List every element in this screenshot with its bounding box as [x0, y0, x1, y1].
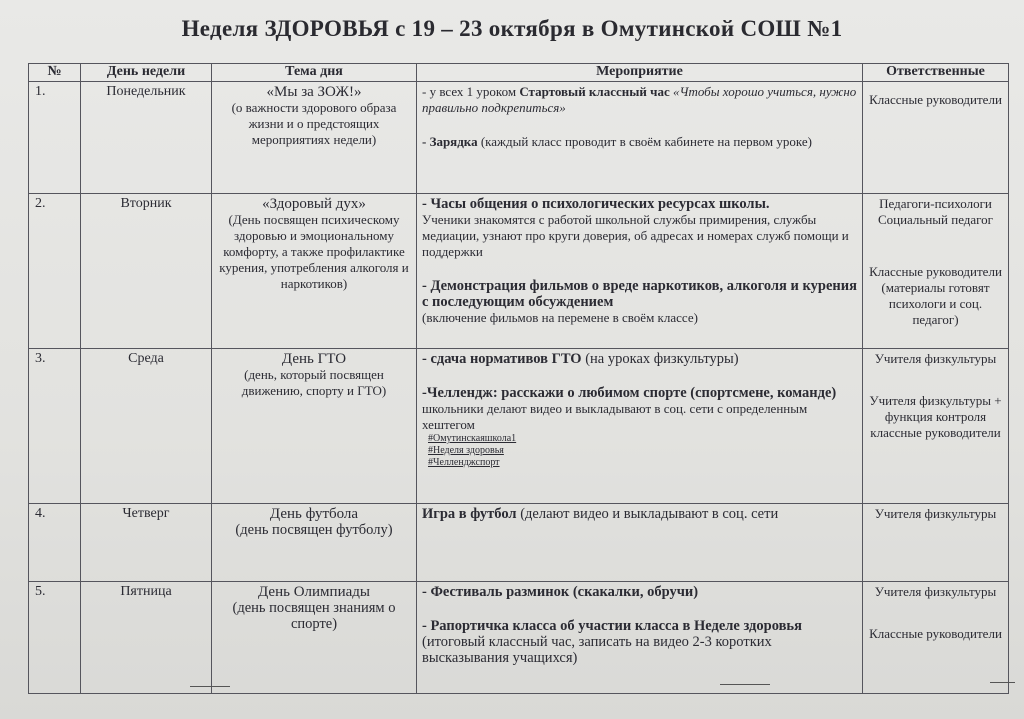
topic-title: День футбола [269, 506, 359, 522]
row-topic [212, 582, 417, 694]
responsible-text: Классные руководители [869, 92, 1002, 107]
row-event [417, 82, 863, 194]
event-title: - Часы общения о психологических ресурсах школы. [422, 196, 770, 212]
event-text: (включение фильмов на перемене в своём классе) [422, 310, 698, 325]
row-responsible [863, 194, 1009, 349]
table-row [29, 349, 1009, 504]
row-topic [212, 349, 417, 504]
topic-description: (день посвящен знаниям о спорте) [232, 600, 396, 632]
row-day: Вторник [81, 194, 212, 349]
pen-mark [190, 686, 230, 687]
hashtag: #Челленджспорт [428, 457, 500, 468]
header-responsible: Ответственные [863, 64, 1009, 82]
row-number: 2. [29, 194, 81, 349]
table-row [29, 82, 1009, 194]
row-responsible [863, 582, 1009, 694]
event-text: (каждый класс проводит в своём кабинете на первом уроке) [477, 134, 812, 149]
row-day: Понедельник [81, 82, 212, 194]
topic-title: «Мы за ЗОЖ!» [266, 84, 362, 100]
topic-title: День ГТО [281, 351, 347, 367]
topic-description: (о важности здорового образа жизни и о предстоящих мероприятиях недели) [231, 100, 397, 147]
hashtag: #Неделя здоровья [428, 445, 504, 456]
event-title: -Челлендж: расскажи о любимом спорте (спортсмене, команде) [422, 385, 837, 401]
row-event [417, 582, 863, 694]
row-topic [212, 82, 417, 194]
row-number: 1. [29, 82, 81, 194]
event-title: - Демонстрация фильмов о вреде наркотиков, алкоголя и курения с последующим обсуждением [422, 278, 857, 310]
responsible-text: Учителя физкультуры [874, 584, 997, 599]
responsible-text: Педагоги-психологи [879, 196, 992, 211]
pen-mark [720, 684, 770, 685]
row-number: 4. [29, 504, 81, 582]
row-day: Пятница [81, 582, 212, 694]
event-text: Ученики знакомятся с работой школьной службы примирения, службы медиации, узнают про круги доверия, об адресах и номерах служб помощи и поддержки [422, 212, 849, 259]
event-title: - Рапортичка класса об участии класса в Неделе здоровья [422, 618, 802, 634]
row-day: Среда [81, 349, 212, 504]
row-topic [212, 194, 417, 349]
page-title: Неделя ЗДОРОВЬЯ с 19 – 23 октября в Омутинской СОШ №1 [181, 16, 843, 41]
row-topic [212, 504, 417, 582]
topic-description: (день, который посвящен движению, спорту и ГТО) [241, 367, 387, 398]
responsible-text: Классные руководители [869, 264, 1002, 279]
pen-mark [990, 682, 1015, 683]
row-responsible [863, 504, 1009, 582]
event-text: школьники делают видео и выкладывают в соц. сети с определенным хештегом [422, 401, 808, 432]
event-title: - Фестиваль разминок (скакалки, обручи) [422, 584, 699, 600]
topic-description: (День посвящен психическому здоровью и эмоциональному комфорту, а также профилактике курения, употребления алкоголя и наркотиков) [219, 212, 409, 291]
header-number: № [29, 64, 81, 82]
header-topic: Тема дня [212, 64, 417, 82]
responsible-text: Учителя физкультуры [874, 506, 997, 521]
event-title: Стартовый классный час [519, 84, 673, 99]
row-event [417, 194, 863, 349]
row-day: Четверг [81, 504, 212, 582]
responsible-text: Социальный педагог [877, 212, 994, 227]
responsible-text: Учителя физкультуры + функция контроля классные руководители [869, 393, 1002, 440]
event-text: (делают видео и выкладывают в соц. сети [516, 506, 779, 522]
row-responsible [863, 82, 1009, 194]
table-row [29, 504, 1009, 582]
row-number: 5. [29, 582, 81, 694]
topic-title: День Олимпиады [258, 584, 370, 600]
responsible-note: (материалы готовят психологи и соц. педагог) [881, 280, 990, 327]
event-text: (на уроках физкультуры) [581, 351, 739, 367]
row-event [417, 349, 863, 504]
row-number: 3. [29, 349, 81, 504]
event-text: - у всех 1 уроком [422, 84, 520, 99]
event-quote: «Чтобы хорошо учиться, нужно правильно подкрепиться» [422, 84, 857, 115]
header-day: День недели [81, 64, 212, 82]
schedule-table [28, 63, 1009, 694]
header-event: Мероприятие [417, 64, 863, 82]
responsible-text: Учителя физкультуры [874, 351, 997, 366]
table-row [29, 582, 1009, 694]
topic-description: (день посвящен футболу) [235, 522, 393, 538]
table-row [29, 194, 1009, 349]
event-title: - Зарядка [422, 134, 478, 149]
row-event [417, 504, 863, 582]
topic-title: «Здоровый дух» [262, 196, 366, 212]
table-header-row [29, 64, 1009, 82]
event-title: - сдача нормативов ГТО [422, 351, 582, 367]
responsible-text: Классные руководители [869, 626, 1002, 641]
row-responsible [863, 349, 1009, 504]
event-title: Игра в футбол [422, 506, 517, 522]
hashtag: #Омутинскаяшкола1 [428, 433, 517, 444]
event-text: (итоговый классный час, записать на видео 2-3 коротких высказывания учащихся) [422, 634, 772, 666]
